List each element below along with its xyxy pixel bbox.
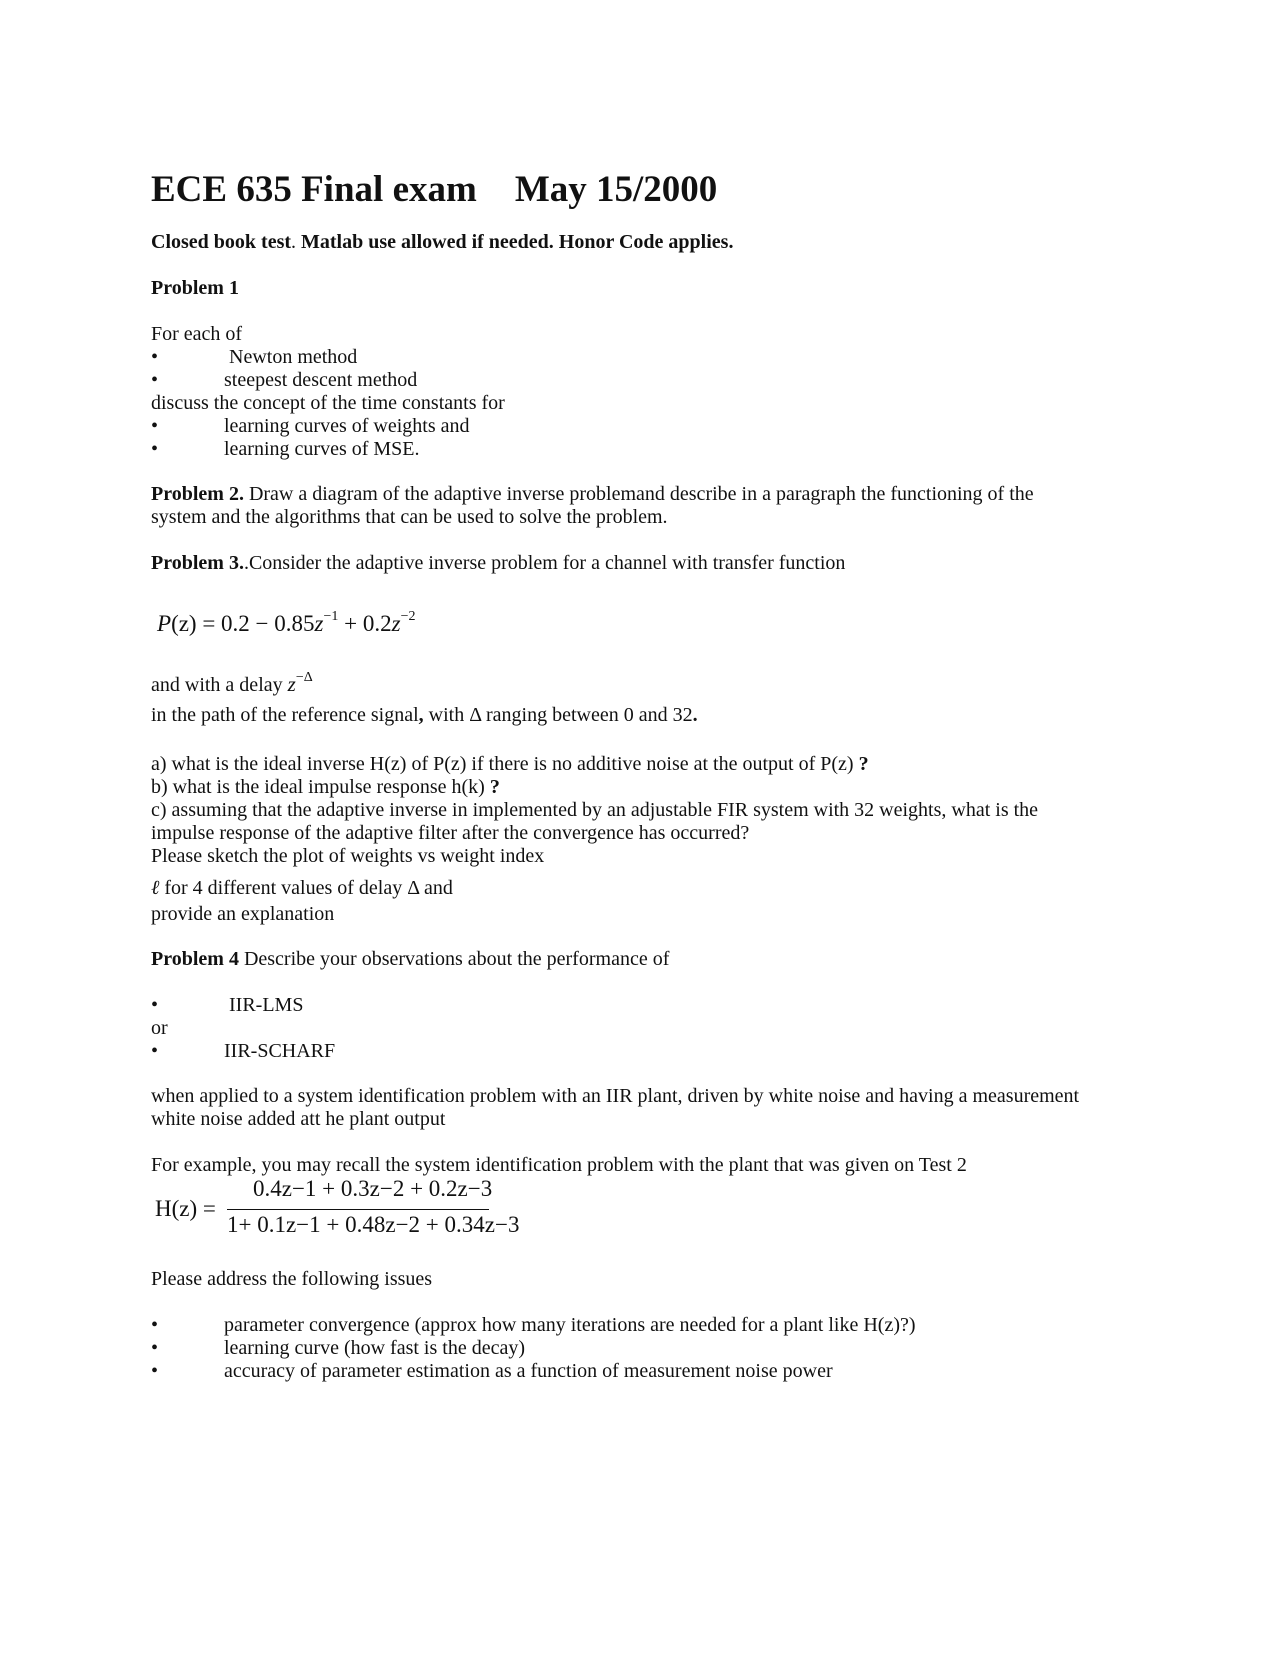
bullet: • <box>151 438 159 460</box>
question-c-line1: c) assuming that the adaptive inverse in implemented by an adjustable FIR system with 32 weights, what is the <box>151 799 1039 821</box>
problem1-discuss: discuss the concept of the time constants for <box>151 392 505 414</box>
bullet: • <box>151 1314 159 1336</box>
bullet: • <box>151 369 159 391</box>
question-c-line2: impulse response of the adaptive filter after the convergence has occurred? <box>151 822 750 844</box>
fraction-bar <box>227 1209 489 1210</box>
equation-p-of-z: $P(z) = 0.2 - 0.85z^{-1} + 0.2z^{-2}$ <box>157 609 416 636</box>
exam-title <box>151 168 717 212</box>
problem4-when1: when applied to a system identification problem with an IIR plant, driven by white noise and having a measurement <box>151 1085 1080 1107</box>
problem3-delay: and with a delay $z^{-\Delta}$ <box>151 670 313 696</box>
instructions: Closed book test. Matlab use allowed if needed. Honor Code applies. <box>151 231 734 253</box>
question-a: a) what is the ideal inverse H(z) of P(z) if there is no additive noise at the output of P(z) ? <box>151 753 869 775</box>
problem3-path: in the path of the reference signal, with Δ ranging between 0 and 32. <box>151 704 698 726</box>
bullet: • <box>151 994 159 1016</box>
bullet: • <box>151 1360 159 1382</box>
problem4-address: Please address the following issues <box>151 1268 433 1290</box>
question-c-line5: provide an explanation <box>151 903 335 925</box>
problem4-when2: white noise added att he plant output <box>151 1108 446 1130</box>
bullet: • <box>151 415 159 437</box>
problem4-example: For example, you may recall the system identification problem with the plant that was given on Test 2 <box>151 1154 967 1176</box>
bullet: • <box>151 346 159 368</box>
question-c-line4: ℓ for 4 different values of delay Δ and <box>151 877 453 899</box>
problem1-heading: Problem 1 <box>151 277 239 299</box>
problem2-line2: system and the algorithms that can be used to solve the problem. <box>151 506 668 528</box>
hz-lhs: H(z) = <box>155 1196 216 1221</box>
title-text: ECE 635 Final exam <box>151 169 477 210</box>
bullet: • <box>151 1337 159 1359</box>
hz-denominator: 1+ 0.1z−1 + 0.48z−2 + 0.34z−3 <box>227 1212 520 1237</box>
title-date: May 15/2000 <box>514 169 718 210</box>
problem2-line1: Problem 2. Draw a diagram of the adaptive inverse problemand describe in a paragraph the functioning of the <box>151 483 1034 505</box>
bullet: • <box>151 1040 159 1062</box>
problem4-heading: Problem 4 Describe your observations about the performance of <box>151 948 670 970</box>
equation-h-of-z <box>155 1176 520 1246</box>
problem3-line1: Problem 3..Consider the adaptive inverse problem for a channel with transfer function <box>151 552 846 574</box>
question-b: b) what is the ideal impulse response h(k) ? <box>151 776 500 798</box>
hz-numerator: 0.4z−1 + 0.3z−2 + 0.2z−3 <box>253 1176 493 1201</box>
problem1-intro: For each of <box>151 323 243 345</box>
or-text: or <box>151 1017 168 1039</box>
exam-page: ECE 635 Final exam May 15/2000 Closed book test. Matlab use allowed if needed. Honor Code applies. Problem 1 For each of • Newton method • steepest descent method discuss the concept of the time constants for • learning curves of weights and • learning curves of MSE. Problem 2. Draw a diagram of the adaptive inverse problemand describe in a paragraph the functioning of the system and the algorithms that can be used to solve the problem. Problem 3..Consider the adaptive inverse problem for a channel with transfer function $P(z) = 0.2 - 0.85z^{-1} + 0.2z^{-2}$ and with a delay $z^{-\Delta}$ in the path of the reference signal, with Δ ranging between 0 and 32. a) what is the ideal inverse H(z) of P(z) if there is no additive noise at the output of P(z) ? b) what is the ideal impulse response h(k) ? c) assuming that the adaptive inverse in implemented by an adjustable FIR system with 32 weights, what is the impulse response of the adaptive filter after the convergence has occurred? Please sketch the plot of weights vs weight index ℓ for 4 different values of delay Δ and provide an explanation Problem 4 Describe your observations about the performance of • IIR-LMS or • IIR-SCHARF when applied to a system identification problem with an IIR plant, driven by white noise and having a measurement white noise added att he plant output For example, you may recall the system identification problem with the plant that was given on Test 2 H(z) = 0.4z−1 + 0.3z−2 + 0.2z−3 1+ 0.1z−1 + 0.48z−2 + 0.34z−3 Please address the following issues • parameter convergence (approx how many iterations are needed for a plant like H(z)?) • learning curve (how fast is the decay) • accuracy of parameter estimation as a function of measurement noise power <box>151 169 1080 1382</box>
question-c-line3: Please sketch the plot of weights vs weight index <box>151 845 545 867</box>
